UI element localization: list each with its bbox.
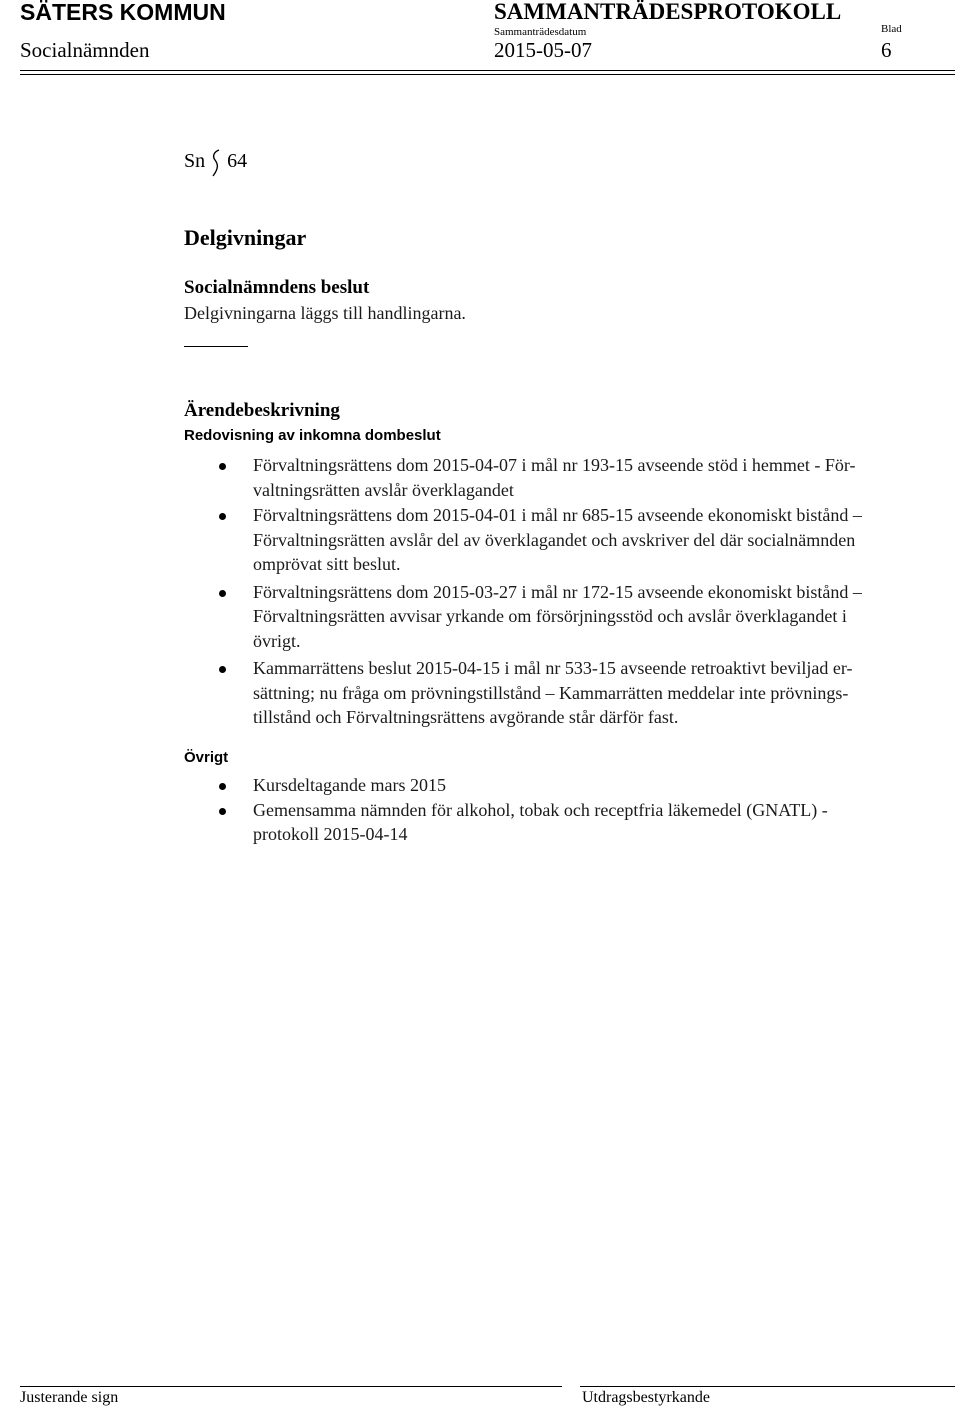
header-divider	[20, 70, 955, 71]
list-item-line: övrigt.	[253, 630, 301, 651]
footer-certification-line	[580, 1386, 955, 1387]
list-item-line: Gemensamma nämnden för alkohol, tobak och receptfria läkemedel (GNATL) -	[253, 799, 828, 820]
list-item	[0, 656, 943, 730]
list-item-line: Förvaltningsrättens dom 2015-04-07 i mål nr 193-15 avseende stöd i hemmet - För-	[253, 455, 856, 475]
page-number: 6	[881, 38, 892, 62]
header-divider-second	[20, 74, 955, 75]
decision-heading: Socialnämndens beslut	[184, 277, 370, 298]
list-item-line: Kursdeltagande mars 2015	[253, 775, 446, 795]
list-item	[0, 503, 943, 577]
description-heading: Ärendebeskrivning	[184, 400, 340, 421]
list-item-line: protokoll 2015-04-14	[253, 824, 408, 844]
bullet-icon	[219, 590, 226, 597]
bullet-icon	[219, 808, 226, 815]
list-item-line: Förvaltningsrättens dom 2015-03-27 i mål nr 172-15 avseende ekonomiskt bistånd –	[253, 581, 862, 602]
bullet-icon	[219, 513, 226, 520]
meeting-date-label: Sammanträdesdatum	[494, 26, 587, 38]
list-item-line: Kammarrättens beslut 2015-04-15 i mål nr 533-15 avseende retroaktivt beviljad er-	[253, 658, 853, 678]
committee-name: Socialnämnden	[20, 38, 150, 62]
section-prefix: Sn	[184, 150, 206, 172]
other-list	[0, 773, 943, 847]
bullet-icon	[219, 783, 226, 790]
list-item-line: Förvaltningsrätten avvisar yrkande om försörjningsstöd och avslår överklagandet i	[253, 606, 847, 626]
bullet-icon	[219, 463, 226, 470]
description-subheading: Redovisning av inkomna dombeslut	[184, 427, 441, 444]
section-number: 64	[227, 150, 248, 172]
page-label: Blad	[881, 23, 902, 35]
section-sign-icon	[210, 148, 222, 178]
ruling-list	[0, 453, 943, 730]
footer-signature-line	[20, 1386, 562, 1387]
list-item-line: Förvaltningsrättens dom 2015-04-01 i mål nr 685-15 avseende ekonomiskt bistånd –	[253, 505, 862, 525]
document-type: SAMMANTRÄDESPROTOKOLL	[494, 0, 842, 24]
list-item-line: valtningsrätten avslår överklagandet	[253, 479, 514, 500]
meeting-date: 2015-05-07	[494, 38, 592, 62]
list-item	[0, 453, 943, 502]
decision-divider	[184, 346, 248, 347]
bullet-icon	[219, 666, 226, 673]
list-item-line: sättning; nu fråga om prövningstillstånd – Kammarrätten meddelar inte prövnings-	[253, 682, 849, 703]
decision-text: Delgivningarna läggs till handlingarna.	[184, 303, 466, 323]
other-heading: Övrigt	[184, 749, 229, 766]
list-item-line: omprövat sitt beslut.	[253, 554, 401, 574]
list-item	[0, 773, 943, 798]
list-item	[0, 798, 943, 847]
organization-name: SÄTERS KOMMUN	[20, 0, 226, 25]
list-item-line: Förvaltningsrätten avslår del av överklagandet och avskriver del där socialnämnden	[253, 529, 856, 550]
footer-signature-label: Justerande sign	[20, 1389, 119, 1406]
list-item-line: tillstånd och Förvaltningsrättens avgörande står därför fast.	[253, 707, 679, 727]
list-item	[0, 580, 943, 654]
section-title: Delgivningar	[184, 225, 307, 250]
footer-certification-label: Utdragsbestyrkande	[582, 1389, 710, 1406]
